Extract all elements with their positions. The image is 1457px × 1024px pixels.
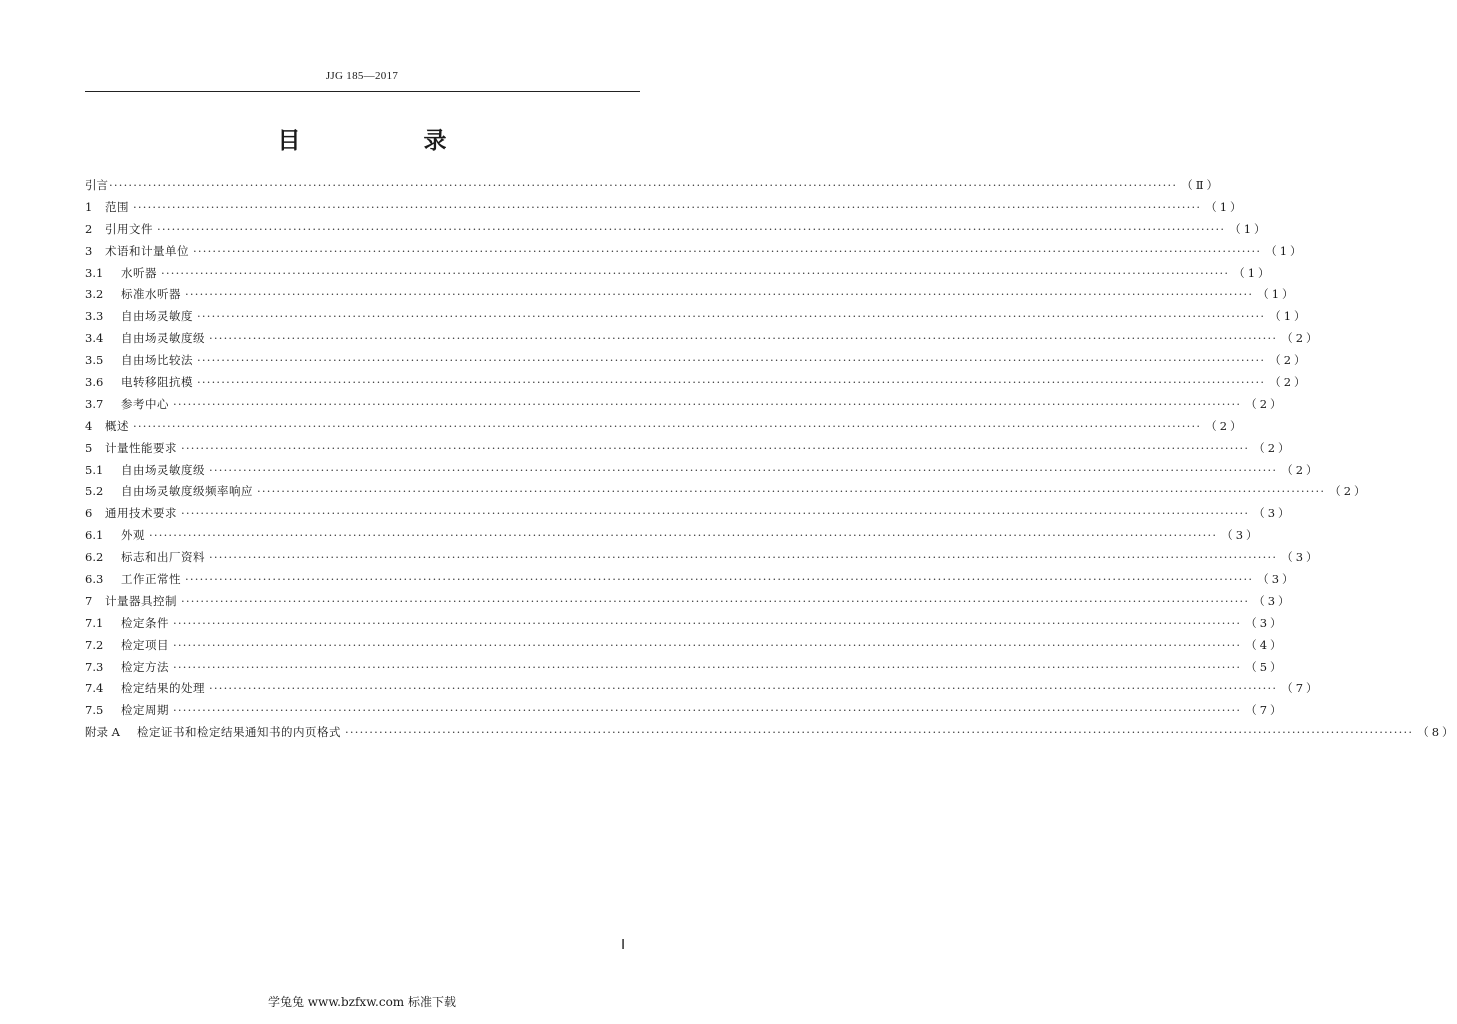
toc-entry-title: 引用文件 [105,221,153,236]
toc-leader-dots: ···························································································································································································································· [133,418,1202,433]
toc-entry[interactable] [85,284,1297,306]
toc-entry[interactable] [85,372,1309,394]
toc-entry-title: 计量性能要求 [105,440,177,455]
toc-entry-title: 工作正常性 [121,572,181,587]
toc-leader-dots: ···························································································································································································································· [173,615,1242,630]
toc-entry[interactable] [85,306,1309,328]
toc-leader-dots: ···························································································································································································································· [185,572,1254,587]
standard-code: JJG 185—2017 [325,70,399,82]
footer-watermark: 学兔兔 www.bzfxw.com 标准下载 [267,995,457,1009]
toc-leader-dots: ···························································································································································································································· [209,681,1278,696]
toc-entry-number: 引言 [85,178,108,192]
toc-leader-dots: ···························································································································································································································· [181,440,1250,455]
toc-entry-page: （2） [1269,353,1309,368]
toc-entry-page: （1） [1205,199,1245,214]
toc-leader-dots: ···························································································································································································································· [161,265,1230,280]
toc-entry-page: （3） [1253,593,1293,608]
toc-entry-page: （3） [1257,572,1297,587]
toc-entry-title: 检定方法 [121,659,169,674]
page-title: 目 录 [277,127,497,154]
toc-entry-title: 术语和计量单位 [105,243,189,258]
toc-leader-dots: ···························································································································································································································· [149,528,1218,543]
toc-entry-number: 6.3 [85,572,104,587]
toc-entry-number: 附录 A [85,725,120,740]
toc-entry[interactable] [85,635,1285,657]
toc-entry[interactable] [85,678,1321,700]
toc-entry-title: 外观 [121,528,145,543]
toc-entry-page: （3） [1281,550,1321,565]
header-rule [85,91,640,92]
page-number: Ⅰ [621,938,626,953]
toc-leader-dots: ···························································································································································································································· [157,221,1226,236]
toc-entry[interactable] [85,197,1245,219]
toc-entry-page: （2） [1281,331,1321,346]
toc-entry-title: 检定周期 [121,703,169,718]
toc-leader-dots: ···························································································································································································································· [345,725,1414,740]
toc-entry-title: 水听器 [121,265,157,280]
toc-entry-page: （5） [1245,659,1285,674]
toc-entry-page: （2） [1205,418,1245,433]
toc-entry-page: （3） [1253,506,1293,521]
toc-entry-number: 3.1 [85,265,104,280]
toc-entry-number: 6 [85,506,93,521]
toc-leader-dots: ···························································································································································································································· [197,309,1266,324]
toc-entry-number: 4 [85,418,93,433]
toc-entry-title: 自由场灵敏度级频率响应 [121,484,253,499]
toc-entry-number: 3.6 [85,375,104,390]
toc-entry-page: （2） [1269,375,1309,390]
toc-entry[interactable] [85,481,1369,503]
toc-entry-title: 范围 [105,199,129,214]
toc-entry-number: 3.5 [85,353,104,368]
toc-leader-dots: ···························································································································································································································· [257,484,1326,499]
toc-entry-number: 3.7 [85,396,104,411]
toc-entry-title: 参考中心 [121,396,169,411]
toc-leader-dots: ···························································································································································································································· [173,396,1242,411]
toc-leader-dots: ···························································································································································································································· [173,659,1242,674]
toc-entry-title: 检定条件 [121,615,169,630]
toc-entry-page: （2） [1245,396,1285,411]
toc-entry-number: 3 [85,243,93,258]
toc-entry-title: 标志和出厂资料 [121,550,205,565]
toc-entry-page: （3） [1221,528,1261,543]
toc-entry-number: 5 [85,440,93,455]
toc-entry[interactable] [85,394,1285,416]
toc-entry-page: （Ⅱ） [1181,178,1222,192]
toc-entry-number: 6.2 [85,550,104,565]
toc-entry-number: 1 [85,199,93,214]
toc-entry-page: （3） [1245,615,1285,630]
toc-entry[interactable] [85,175,1222,197]
toc-entry-title: 自由场灵敏度级 [121,462,205,477]
toc-entry-title: 检定证书和检定结果通知书的内页格式 [137,725,341,740]
toc-entry-page: （1） [1229,221,1269,236]
toc-entry-number: 2 [85,221,93,236]
toc-entry-page: （1） [1257,287,1297,302]
toc-entry[interactable] [85,460,1321,482]
toc-leader-dots: ···························································································································································································································· [109,178,1178,192]
toc-entry-number: 7.1 [85,615,104,630]
toc-entry-title: 电转移阻抗模 [121,375,193,390]
toc-entry-number: 5.2 [85,484,104,499]
toc-leader-dots: ···························································································································································································································· [197,353,1266,368]
toc-leader-dots: ···························································································································································································································· [209,550,1278,565]
toc-entry-page: （1） [1269,309,1309,324]
toc-leader-dots: ···························································································································································································································· [197,375,1266,390]
toc-leader-dots: ···························································································································································································································· [193,243,1262,258]
toc-entry-number: 7 [85,593,93,608]
toc-entry-title: 通用技术要求 [105,506,177,521]
toc-entry-number: 3.3 [85,309,104,324]
toc-entry-number: 6.1 [85,528,104,543]
table-of-contents [85,175,1457,744]
toc-entry-title: 概述 [105,418,129,433]
toc-entry-title: 自由场灵敏度级 [121,331,205,346]
toc-entry[interactable] [85,525,1261,547]
toc-entry[interactable] [85,416,1245,438]
toc-leader-dots: ···························································································································································································································· [133,199,1202,214]
toc-entry-page: （1） [1265,243,1305,258]
toc-entry-title: 检定结果的处理 [121,681,205,696]
toc-entry[interactable] [85,569,1297,591]
toc-entry-number: 7.3 [85,659,104,674]
toc-entry-page: （7） [1245,703,1285,718]
toc-leader-dots: ···························································································································································································································· [173,637,1242,652]
toc-entry-page: （2） [1253,440,1293,455]
toc-entry-page: （2） [1329,484,1369,499]
toc-entry[interactable] [85,700,1285,722]
toc-entry[interactable] [85,547,1321,569]
toc-entry-title: 计量器具控制 [105,593,177,608]
toc-entry-number: 5.1 [85,462,104,477]
toc-entry[interactable] [85,219,1269,241]
toc-entry[interactable] [85,503,1293,525]
toc-entry-title: 自由场灵敏度 [121,309,193,324]
toc-entry-page: （1） [1233,265,1273,280]
toc-entry-page: （8） [1417,725,1457,740]
toc-leader-dots: ···························································································································································································································· [209,331,1278,346]
toc-entry[interactable] [85,328,1321,350]
toc-entry-page: （4） [1245,637,1285,652]
toc-entry[interactable] [85,657,1285,679]
toc-leader-dots: ···························································································································································································································· [181,506,1250,521]
toc-entry[interactable] [85,263,1273,285]
toc-entry[interactable] [85,438,1293,460]
toc-entry[interactable] [85,241,1305,263]
toc-entry-title: 标准水听器 [121,287,181,302]
toc-entry-number: 7.2 [85,637,104,652]
toc-leader-dots: ···························································································································································································································· [173,703,1242,718]
toc-entry-page: （2） [1281,462,1321,477]
toc-entry-number: 3.4 [85,331,104,346]
toc-entry-number: 7.4 [85,681,104,696]
toc-entry[interactable] [85,722,1457,744]
toc-leader-dots: ···························································································································································································································· [181,593,1250,608]
toc-leader-dots: ···························································································································································································································· [185,287,1254,302]
toc-leader-dots: ···························································································································································································································· [209,462,1278,477]
toc-entry-title: 自由场比较法 [121,353,193,368]
toc-entry-page: （7） [1281,681,1321,696]
toc-entry-number: 7.5 [85,703,104,718]
toc-entry-number: 3.2 [85,287,104,302]
toc-entry[interactable] [85,591,1293,613]
toc-entry[interactable] [85,350,1309,372]
toc-entry-title: 检定项目 [121,637,169,652]
toc-entry[interactable] [85,613,1285,635]
